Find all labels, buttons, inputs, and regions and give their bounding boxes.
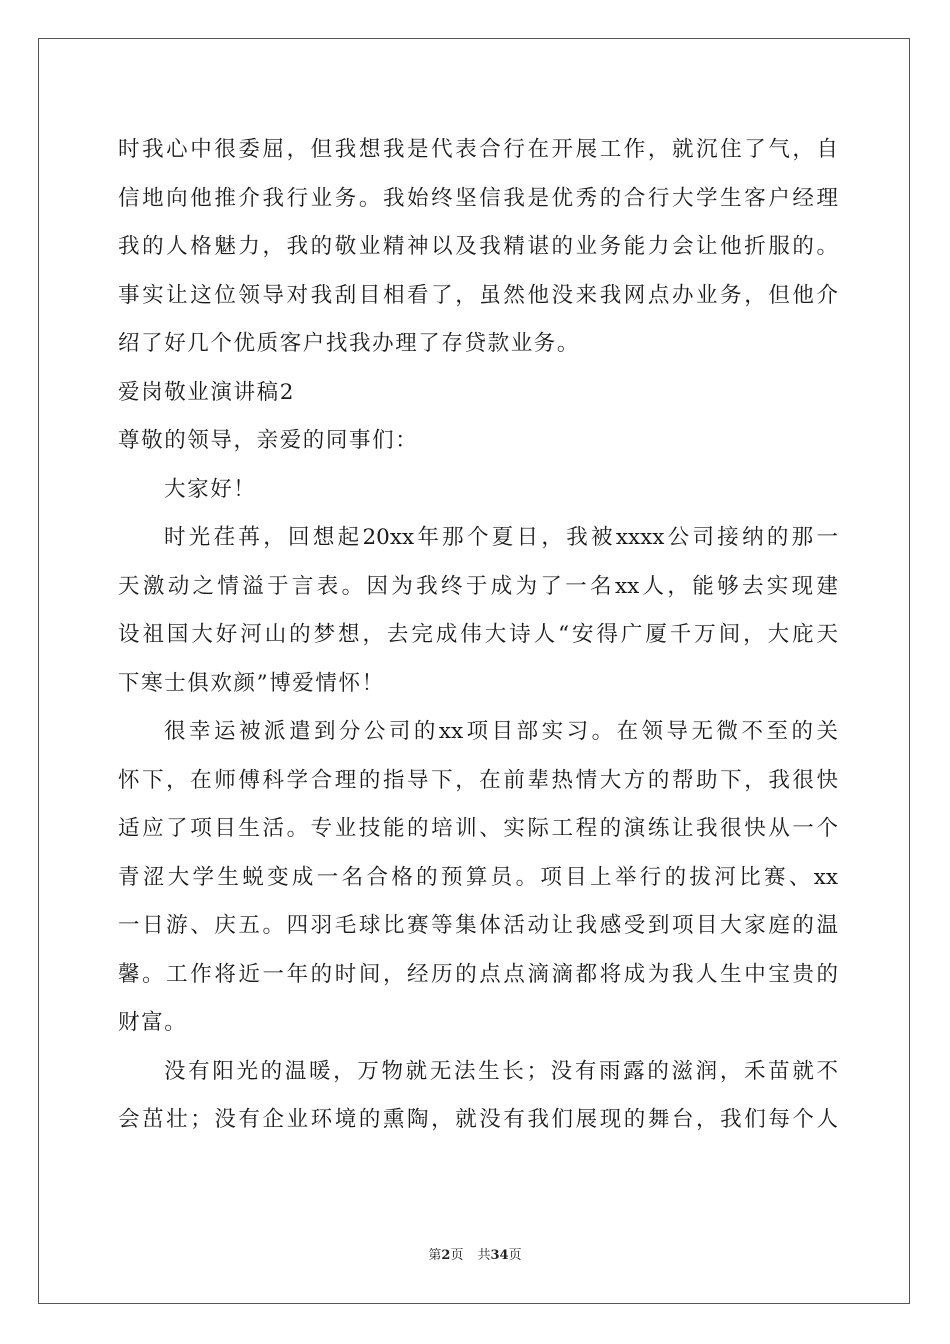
text-line: 天激动之情溢于言表。因为我终于成为了一名xx人，能够去实现建 — [118, 573, 838, 599]
page-suffix: 页 — [450, 1248, 464, 1263]
text-line: 设祖国大好河山的梦想，去完成伟大诗人“安得广厦千万间，大庇天 — [118, 622, 838, 647]
text-line: 下寒士俱欢颜”博爱情怀！ — [118, 670, 385, 696]
total-suffix: 页 — [508, 1248, 522, 1263]
text-line: 一日游、庆五。四羽毛球比赛等集体活动让我感受到项目大家庭的温 — [118, 913, 838, 938]
text-line: 我的人格魅力，我的敬业精神以及我精谌的业务能力会让他折服的。 — [118, 234, 838, 259]
text-line: 时光荏苒，回想起20xx年那个夏日，我被xxxx公司接纳的那一 — [164, 525, 838, 550]
page-footer — [0, 1247, 950, 1265]
page-prefix: 第 — [428, 1248, 442, 1263]
total-pages: 34 — [490, 1248, 509, 1263]
text-line: 会茁壮；没有企业环境的熏陶，就没有我们展现的舞台，我们每个人 — [118, 1107, 838, 1132]
text-line: 青涩大学生蜕变成一名合格的预算员。项目上举行的拔河比赛、xx — [118, 864, 838, 890]
section-heading: 爱岗敬业演讲稿2 — [118, 379, 295, 405]
document-body — [118, 126, 838, 1145]
text-line: 怀下，在师傅科学合理的指导下，在前辈热情大方的帮助下，我很快 — [118, 767, 838, 793]
page-number: 2 — [441, 1248, 451, 1263]
text-line: 没有阳光的温暖，万物就无法生长；没有雨露的滋润，禾苗就不 — [164, 1058, 838, 1084]
text-line: 适应了项目生活。专业技能的培训、实际工程的演练让我很快从一个 — [118, 816, 838, 841]
text-line: 馨。工作将近一年的时间，经历的点点滴滴都将成为我人生中宝贵的 — [118, 961, 838, 987]
text-line: 绍了好几个优质客户找我办理了存贷款业务。 — [118, 331, 581, 356]
text-line: 事实让这位领导对我刮目相看了，虽然他没来我网点办业务，但他介 — [118, 282, 838, 308]
salutation: 尊敬的领导，亲爱的同事们： — [118, 428, 419, 453]
text-line: 时我心中很委屈，但我想我是代表合行在开展工作，就沉住了气，自 — [118, 137, 838, 162]
total-prefix: 共 — [477, 1248, 491, 1263]
text-line: 财富。 — [118, 1010, 188, 1035]
text-line: 信地向他推介我行业务。我始终坚信我是优秀的合行大学生客户经理 — [118, 185, 838, 211]
text-line: 很幸运被派遣到分公司的xx项目部实习。在领导无微不至的关 — [164, 719, 838, 744]
greeting: 大家好！ — [164, 476, 257, 502]
